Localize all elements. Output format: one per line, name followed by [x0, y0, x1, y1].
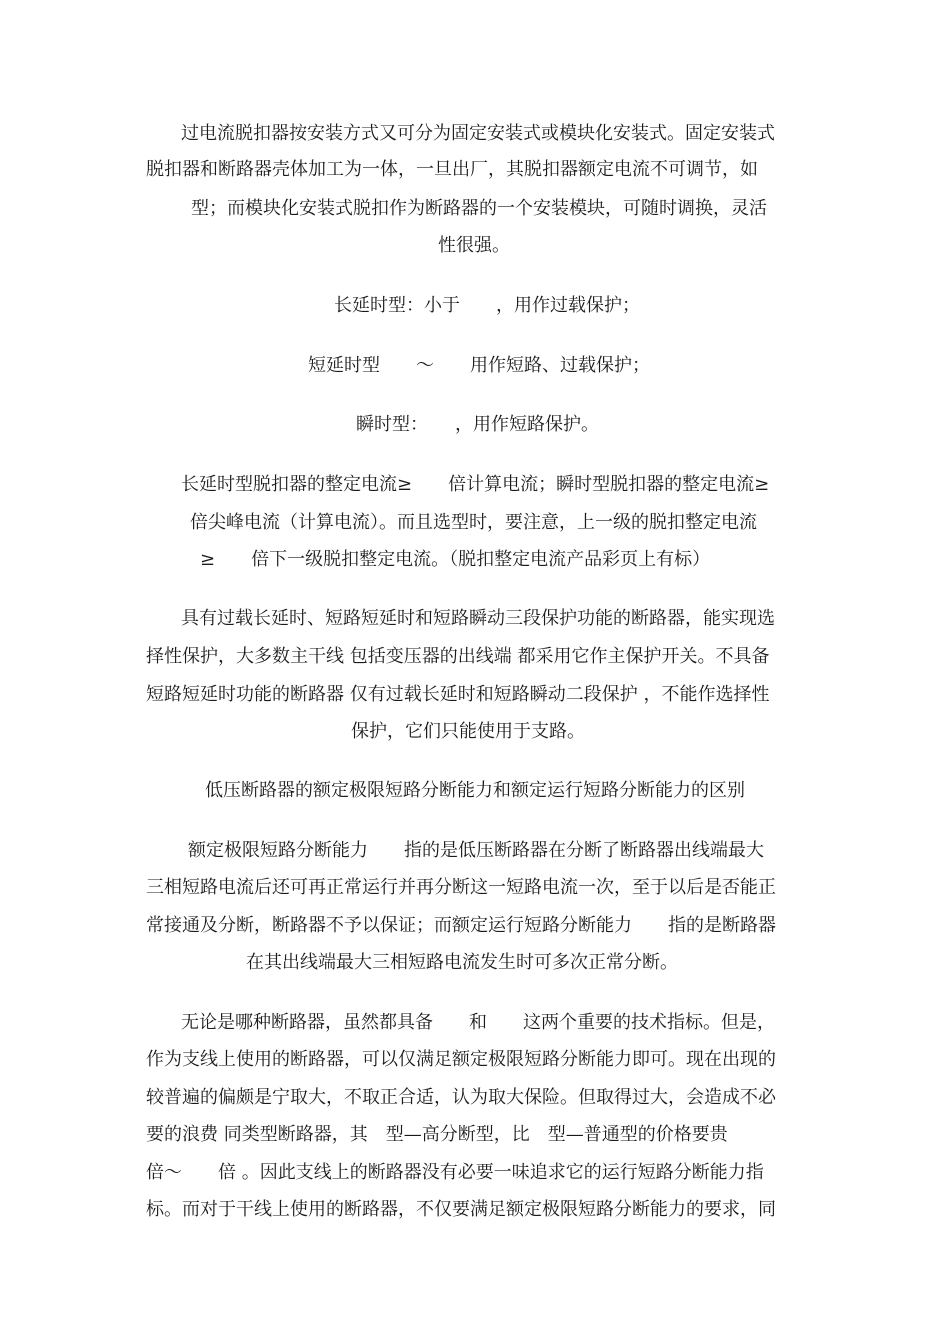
paragraph-line: 性很强。 — [438, 235, 510, 256]
paragraph-line: 短延时型 ～ 用作短路、过载保护； — [308, 355, 650, 376]
paragraph-line: 三相短路电流后还可再正常运行并再分断这一短路电流一次，至于以后是否能正 — [146, 877, 776, 898]
paragraph-line: 择性保护，大多数主干线 包括变压器的出线端 都采用它作主保护开关。不具备 — [146, 646, 770, 667]
paragraph-line: 瞬时型： ，用作短路保护。 — [356, 414, 599, 435]
paragraph-line: 具有过载长延时、短路短延时和短路瞬动三段保护功能的断路器，能实现选 — [181, 608, 775, 629]
paragraph-line: 常接通及分断，断路器不予以保证；而额定运行短路分断能力 指的是断路器 — [146, 915, 776, 936]
paragraph-line: 在其出线端最大三相短路电流发生时可多次正常分断。 — [246, 952, 678, 973]
paragraph-line: 脱扣器和断路器壳体加工为一体，一旦出厂，其脱扣器额定电流不可调节，如 — [146, 159, 758, 180]
paragraph-line: 较普遍的偏颇是宁取大，不取正合适，认为取大保险。但取得过大，会造成不必 — [146, 1087, 776, 1108]
paragraph-line: 长延时型脱扣器的整定电流≥ 倍计算电流；瞬时型脱扣器的整定电流≥ — [181, 474, 770, 495]
paragraph-line: 型；而模块化安装式脱扣作为断路器的一个安装模块，可随时调换，灵活 — [191, 198, 767, 219]
paragraph-line: 长延时型：小于 ，用作过载保护； — [334, 295, 640, 316]
paragraph-line: 倍尖峰电流（计算电流）。而且选型时，要注意，上一级的脱扣整定电流 — [190, 512, 757, 533]
paragraph-line: ≥ 倍下一级脱扣整定电流。（脱扣整定电流产品彩页上有标） — [200, 549, 711, 570]
paragraph-line: 倍～ 倍 。因此支线上的断路器没有必要一味追求它的运行短路分断能力指 — [146, 1162, 764, 1183]
paragraph-line: 过电流脱扣器按安装方式又可分为固定安装式或模块化安装式。固定安装式 — [181, 123, 775, 144]
paragraph-line: 保护，它们只能使用于支路。 — [351, 721, 585, 742]
paragraph-line: 额定极限短路分断能力 指的是低压断路器在分断了断路器出线端最大 — [188, 840, 764, 861]
paragraph-line: 无论是哪种断路器，虽然都具备 和 这两个重要的技术指标。但是， — [181, 1012, 775, 1033]
paragraph-line: 标。而对于干线上使用的断路器，不仅要满足额定极限短路分断能力的要求，同 — [146, 1199, 776, 1220]
section-heading: 低压断路器的额定极限短路分断能力和额定运行短路分断能力的区别 — [205, 780, 745, 801]
paragraph-line: 作为支线上使用的断路器，可以仅满足额定极限短路分断能力即可。现在出现的 — [146, 1049, 776, 1070]
paragraph-line: 要的浪费 同类型断路器，其 型—高分断型，比 型—普通型的价格要贵 — [146, 1124, 728, 1145]
paragraph-line: 短路短延时功能的断路器 仅有过载长延时和短路瞬动二段保护 ，不能作选择性 — [146, 684, 770, 705]
